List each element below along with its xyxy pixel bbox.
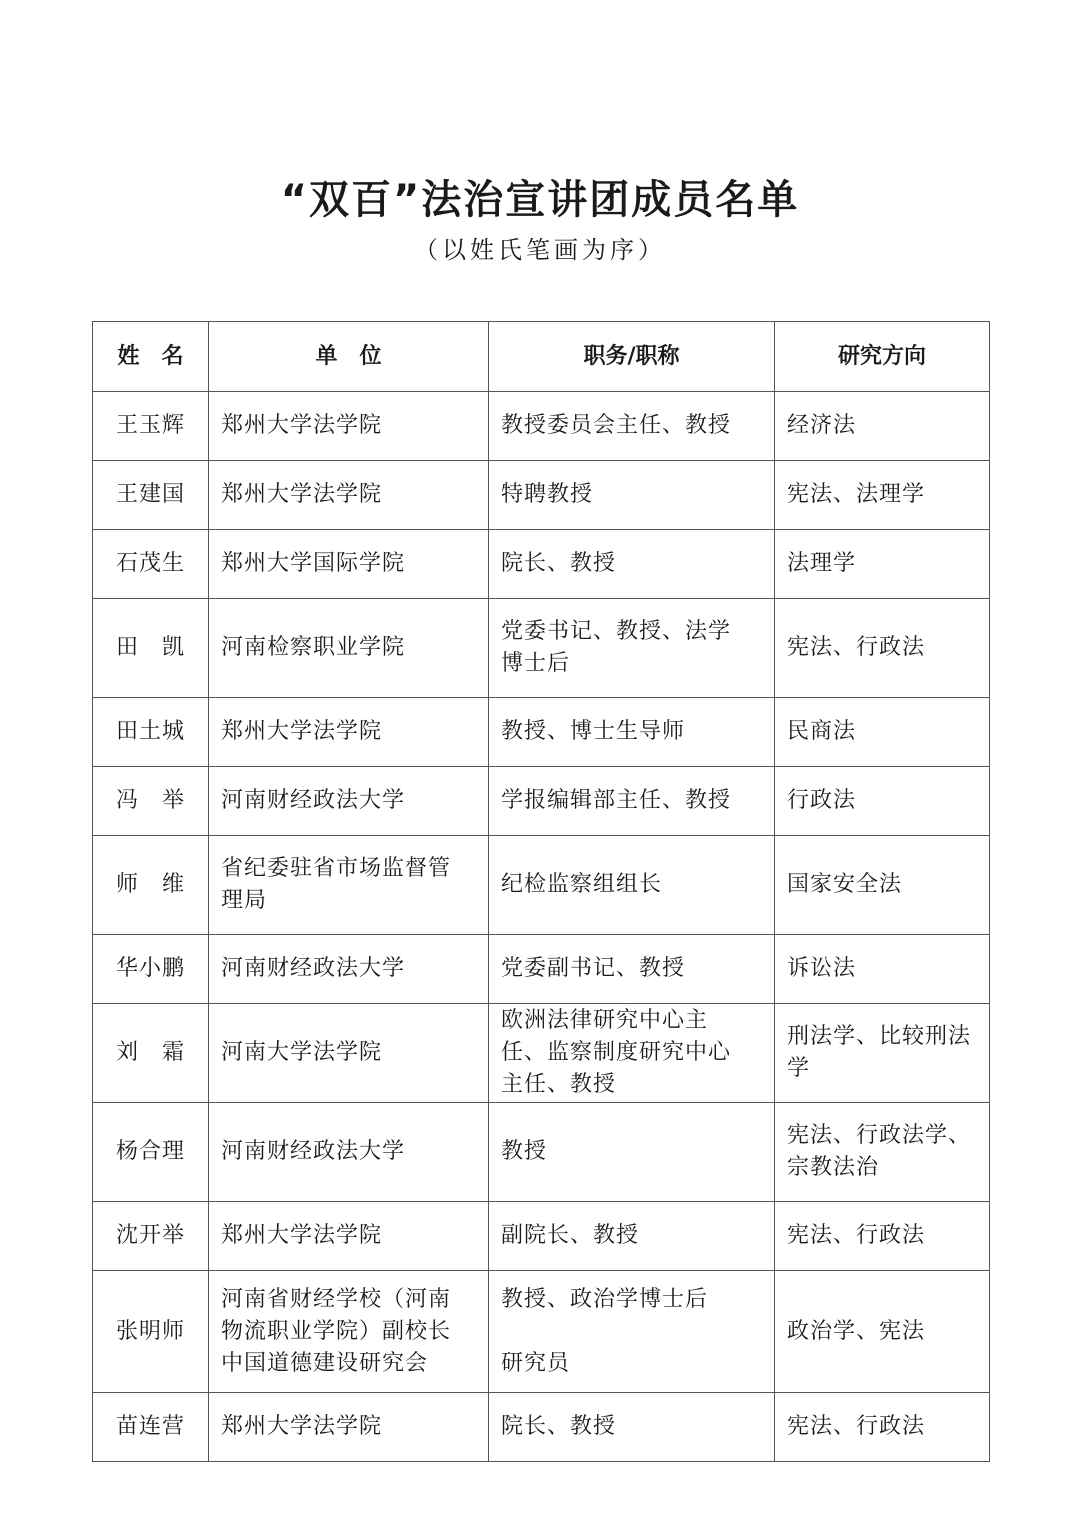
- table-row: [93, 698, 990, 767]
- member-title-cell: 党委书记、教授、法学 博士后: [489, 599, 775, 698]
- table-row: [93, 530, 990, 599]
- member-name-cell: 石茂生: [93, 530, 209, 599]
- member-unit-cell: 省纪委驻省市场监督管 理局: [209, 836, 489, 935]
- member-field-cell: 行政法: [775, 767, 990, 836]
- member-unit-cell: 郑州大学法学院: [209, 698, 489, 767]
- table-body: [93, 392, 990, 1462]
- member-field-cell: 诉讼法: [775, 935, 990, 1004]
- member-field-cell: 宪法、行政法: [775, 599, 990, 698]
- member-title-cell: 纪检监察组组长: [489, 836, 775, 935]
- table-row: [93, 1271, 990, 1393]
- table-row: [93, 1393, 990, 1462]
- member-title-cell: 欧洲法律研究中心主 任、监察制度研究中心 主任、教授: [489, 1004, 775, 1103]
- member-field-cell: 宪法、法理学: [775, 461, 990, 530]
- member-name-cell: 华小鹏: [93, 935, 209, 1004]
- header-field: 研究方向: [775, 322, 990, 392]
- member-name-cell: 冯 举: [93, 767, 209, 836]
- member-field-cell: 政治学、宪法: [775, 1271, 990, 1393]
- member-field-cell: 经济法: [775, 392, 990, 461]
- document-subtitle: （以姓氏笔画为序）: [414, 236, 666, 264]
- member-title-cell: 院长、教授: [489, 1393, 775, 1462]
- member-title-cell: 学报编辑部主任、教授: [489, 767, 775, 836]
- member-name-cell: 田 凯: [93, 599, 209, 698]
- member-field-cell: 宪法、行政法: [775, 1393, 990, 1462]
- member-unit-cell: 郑州大学国际学院: [209, 530, 489, 599]
- header-title: 职务/职称: [489, 322, 775, 392]
- table-row: [93, 935, 990, 1004]
- member-name-cell: 刘 霜: [93, 1004, 209, 1103]
- member-name-cell: 沈开举: [93, 1202, 209, 1271]
- header-name: 姓 名: [93, 322, 209, 392]
- member-unit-cell: 郑州大学法学院: [209, 461, 489, 530]
- member-name-cell: 田土城: [93, 698, 209, 767]
- member-unit-cell: 郑州大学法学院: [209, 1393, 489, 1462]
- table-row: [93, 1202, 990, 1271]
- table-row: [93, 767, 990, 836]
- table-row: [93, 392, 990, 461]
- member-table: [92, 321, 990, 1462]
- member-title-cell: 教授: [489, 1103, 775, 1202]
- member-title-cell: 特聘教授: [489, 461, 775, 530]
- member-title-cell: 副院长、教授: [489, 1202, 775, 1271]
- table-header-row: [93, 322, 990, 392]
- member-name-cell: 杨合理: [93, 1103, 209, 1202]
- member-title-cell: 教授委员会主任、教授: [489, 392, 775, 461]
- member-unit-cell: 河南省财经学校（河南 物流职业学院）副校长 中国道德建设研究会: [209, 1271, 489, 1393]
- table-row: [93, 1103, 990, 1202]
- member-title-cell: 教授、政治学博士后 研究员: [489, 1271, 775, 1393]
- member-unit-cell: 河南检察职业学院: [209, 599, 489, 698]
- member-name-cell: 师 维: [93, 836, 209, 935]
- member-unit-cell: 河南财经政法大学: [209, 767, 489, 836]
- member-title-cell: 党委副书记、教授: [489, 935, 775, 1004]
- member-field-cell: 民商法: [775, 698, 990, 767]
- header-unit: 单 位: [209, 322, 489, 392]
- member-name-cell: 王玉辉: [93, 392, 209, 461]
- member-field-cell: 国家安全法: [775, 836, 990, 935]
- member-title-cell: 院长、教授: [489, 530, 775, 599]
- member-name-cell: 王建国: [93, 461, 209, 530]
- member-name-cell: 苗连营: [93, 1393, 209, 1462]
- member-unit-cell: 郑州大学法学院: [209, 1202, 489, 1271]
- table-row: [93, 599, 990, 698]
- document-title: “双百”法治宣讲团成员名单: [280, 177, 800, 223]
- member-title-cell: 教授、博士生导师: [489, 698, 775, 767]
- member-unit-cell: 河南财经政法大学: [209, 1103, 489, 1202]
- member-field-cell: 法理学: [775, 530, 990, 599]
- table-row: [93, 1004, 990, 1103]
- member-field-cell: 宪法、行政法: [775, 1202, 990, 1271]
- member-unit-cell: 郑州大学法学院: [209, 392, 489, 461]
- member-field-cell: 宪法、行政法学、 宗教法治: [775, 1103, 990, 1202]
- member-unit-cell: 河南大学法学院: [209, 1004, 489, 1103]
- member-unit-cell: 河南财经政法大学: [209, 935, 489, 1004]
- member-name-cell: 张明师: [93, 1271, 209, 1393]
- member-field-cell: 刑法学、比较刑法 学: [775, 1004, 990, 1103]
- table-row: [93, 461, 990, 530]
- table-row: [93, 836, 990, 935]
